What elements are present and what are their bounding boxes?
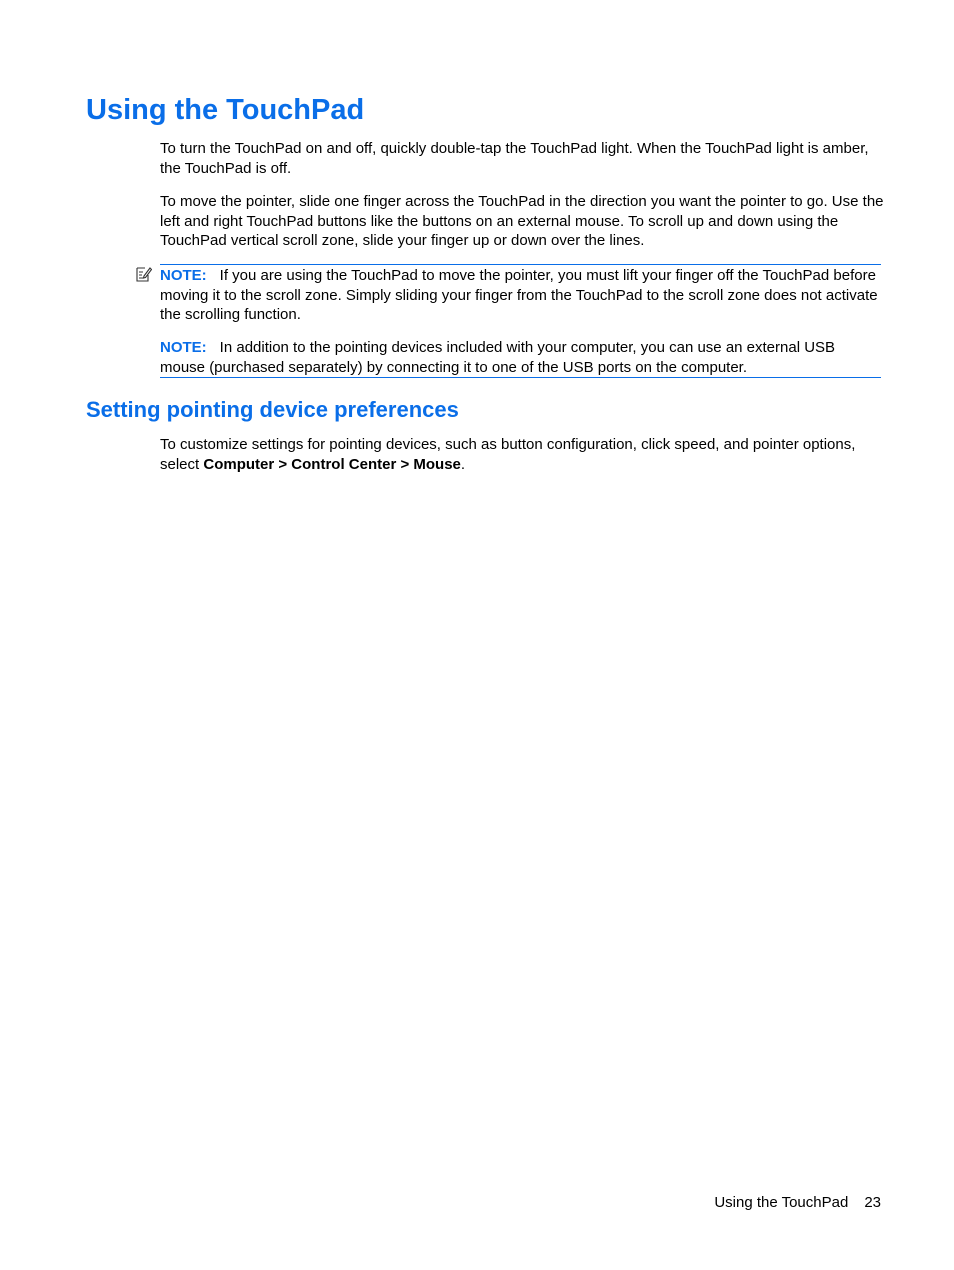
section-title: Setting pointing device preferences (86, 397, 459, 422)
page-number: 23 (864, 1194, 881, 1211)
footer-chapter-title: Using the TouchPad (714, 1194, 849, 1211)
note-paragraph-2 (160, 338, 884, 377)
page-title: Using the TouchPad (86, 94, 365, 126)
intro-paragraph-1: To turn the TouchPad on and off, quickly double-tap the TouchPad light. When the TouchPad light is amber, the TouchPad is off. (160, 140, 869, 177)
note-pencil-icon (134, 265, 152, 283)
note-block (160, 264, 881, 378)
intro-paragraph-2: To move the pointer, slide one finger across the TouchPad in the direction you want the pointer to go. Use the left and right TouchPad buttons like the buttons on an external mouse. To scroll up and down using the TouchPad vertical scroll zone, slide your finger up or down over the lines. (160, 193, 884, 250)
note-paragraph-1 (160, 266, 884, 325)
note-text: In addition to the pointing devices included with your computer, you can use an external USB mouse (purchased separately) by connecting it to one of the USB ports on the computer. (160, 339, 836, 376)
note-label: NOTE: (160, 267, 207, 284)
note-text: If you are using the TouchPad to move the pointer, you must lift your finger off the TouchPad before moving it to the scroll zone. Simply sliding your finger from the TouchPad to the scroll zone does not activate the scrolling function. (160, 267, 878, 324)
menu-path: Computer > Control Center > Mouse (203, 455, 461, 473)
section-paragraph (160, 435, 884, 474)
section-text-end: . (460, 455, 466, 473)
note-label: NOTE: (160, 339, 207, 356)
section-text: To customize settings for pointing devices, such as button configuration, click speed, and pointer options, select (160, 436, 856, 473)
page-footer (714, 1193, 881, 1212)
